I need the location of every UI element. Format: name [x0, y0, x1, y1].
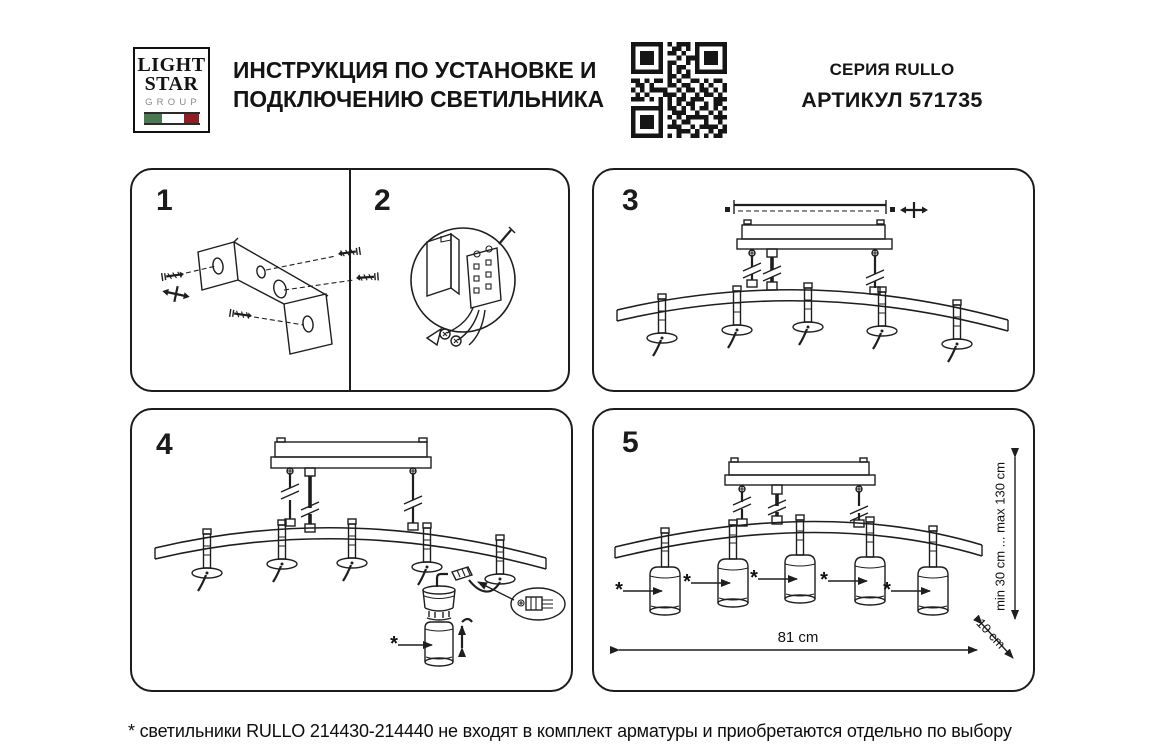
diagram-step-5: [594, 410, 1033, 690]
screw-direction-icon: [900, 202, 928, 218]
asterisk-marker: *: [820, 569, 828, 591]
ceiling-canopy: [737, 220, 892, 249]
asterisk-marker: *: [615, 579, 623, 601]
suspension-rods: [743, 249, 884, 294]
title-line-1: ИНСТРУКЦИЯ ПО УСТАНОВКЕ И: [233, 57, 597, 83]
lamp-holders: [647, 283, 972, 362]
ceiling-canopy: [725, 458, 875, 485]
depth-dimension-label: 10 cm: [973, 615, 1009, 652]
footnote: * светильники RULLO 214430-214440 не входят в комплект арматуры и приобретаются отдельно по выбору: [128, 721, 1012, 741]
title-line-2: ПОДКЛЮЧЕНИЮ СВЕТИЛЬНИКА: [233, 86, 605, 112]
mounting-screws: [162, 247, 379, 325]
width-dimension-label: 81 cm: [777, 629, 819, 646]
height-dimension-label: min 30 cm ... max 130 cm: [992, 462, 1008, 611]
hanger-bar: [725, 200, 895, 214]
qr-code-icon: [631, 42, 727, 138]
step-number-1: 1: [156, 184, 173, 217]
lightstar-logo: [133, 47, 210, 133]
product-info: [772, 60, 1012, 113]
panel-step-1-2: [130, 168, 570, 392]
panel-step-5: [592, 408, 1035, 692]
panel-divider: [349, 170, 351, 390]
wiring-detail: [411, 227, 515, 346]
asterisk-marker: *: [683, 571, 691, 593]
mounting-bracket: [198, 238, 332, 354]
lamp-holders: [192, 519, 515, 591]
asterisk-marker: *: [883, 579, 891, 601]
page-title: [233, 56, 604, 114]
diagram-step-4: [132, 410, 571, 690]
screw-direction-icon: [161, 283, 192, 304]
dimension-arrows: [619, 457, 1015, 658]
asterisk-marker: *: [750, 567, 758, 589]
step-number-3: 3: [622, 184, 639, 217]
flag-red: [184, 114, 200, 123]
panel-step-4: [130, 408, 573, 692]
step-number-2: 2: [374, 184, 391, 217]
logo-star: STAR: [144, 73, 199, 95]
logo-light: LIGHT: [137, 54, 206, 76]
flag-white: [162, 114, 184, 123]
logo-group: GROUP: [145, 97, 201, 108]
ceiling-canopy: [271, 438, 431, 468]
curved-rail: [617, 290, 1008, 331]
article-label: АРТИКУЛ 571735: [801, 88, 983, 112]
suspension-rods: [733, 485, 868, 527]
curved-rail: [155, 528, 546, 569]
panel-step-3: [592, 168, 1035, 392]
series-label: СЕРИЯ RULLO: [829, 60, 955, 79]
diagram-step-3: [594, 170, 1033, 390]
twist-direction-icon: [462, 619, 472, 648]
step-number-4: 4: [156, 428, 173, 461]
lamp-shades: [650, 515, 948, 615]
suspension-rods: [281, 468, 422, 532]
flag-green: [144, 114, 162, 123]
terminal-detail: [478, 582, 565, 620]
asterisk-marker: *: [390, 633, 398, 655]
step-number-5: 5: [622, 426, 639, 459]
italy-flag-icon: [144, 112, 200, 125]
